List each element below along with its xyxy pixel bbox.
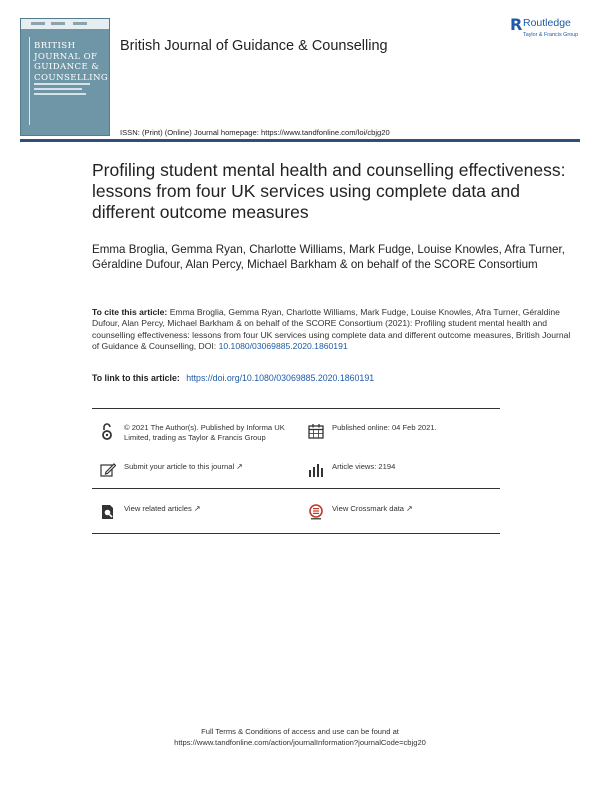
cite-doi-link[interactable]: 10.1080/03069885.2020.1860191: [218, 341, 348, 352]
cite-text: Emma Broglia, Gemma Ryan, Charlotte Williams, Mark Fudge, Louise Knowles, Afra Turner, Géraldine Dufour, Alan Percy, Michael Barkham & on behalf of the SCORE Consortium (2021): Profiling student mental health and counselling effectiveness: lessons from four UK services using complete data and different outcome measures, British Journal of Guidance & Counselling, DOI:: [92, 307, 571, 352]
meta-divider-middle: [92, 488, 500, 489]
cover-title-line: BRITISH: [34, 41, 76, 51]
cover-title: [34, 41, 109, 83]
published-info: [308, 423, 508, 439]
footer-terms: [100, 726, 500, 748]
article-views: [308, 462, 508, 478]
meta-divider-top: [92, 408, 500, 409]
document-search-icon: [100, 504, 116, 520]
crossmark-text: View Crossmark data: [332, 504, 405, 513]
routledge-logo-icon: R: [510, 15, 523, 34]
bar-chart-icon: [308, 462, 324, 478]
external-link-icon: ↗: [236, 462, 243, 471]
issn-label: ISSN: (Print) (Online) Journal homepage:: [120, 128, 259, 137]
calendar-icon: [308, 423, 324, 439]
license-info[interactable]: [100, 423, 300, 442]
meta-divider-bottom: [92, 533, 500, 534]
article-title: Profiling student mental health and counselling effectiveness: lessons from four UK services using complete data and different outcome measures: [92, 160, 566, 222]
journal-cover: [20, 18, 110, 136]
footer-terms-line: Full Terms & Conditions of access and use can be found at: [201, 727, 399, 736]
open-access-lock-icon: [100, 423, 116, 439]
issn-line: [120, 128, 390, 137]
footer-journal-info-link[interactable]: https://www.tandfonline.com/action/journalInformation?journalCode=cbjg20: [174, 738, 426, 747]
external-link-icon: ↗: [406, 504, 413, 513]
publisher-name: Routledge: [523, 17, 571, 29]
cover-text-lines: [34, 83, 94, 98]
article-link-block: [92, 373, 572, 383]
license-text: © 2021 The Author(s). Published by Informa UK Limited, trading as Taylor & Francis Group: [124, 423, 285, 442]
submit-article-text: Submit your article to this journal: [124, 462, 235, 471]
journal-homepage-link[interactable]: https://www.tandfonline.com/loi/cbjg20: [260, 128, 390, 137]
cite-label: To cite this article:: [92, 307, 168, 317]
link-label: To link to this article:: [92, 373, 180, 383]
submit-article-link[interactable]: [100, 462, 300, 478]
cover-title-line: COUNSELLING: [34, 72, 109, 83]
cover-top-strip: [21, 19, 109, 29]
article-authors: Emma Broglia, Gemma Ryan, Charlotte Williams, Mark Fudge, Louise Knowles, Afra Turner, Géraldine Dufour, Alan Percy, Michael Barkham & on behalf of the SCORE Consortium: [92, 243, 565, 271]
publisher-subtitle: Taylor & Francis Group: [523, 32, 579, 38]
views-count: Article views: 2194: [332, 462, 396, 471]
crossmark-link[interactable]: [308, 504, 508, 520]
crossmark-icon: [308, 504, 324, 520]
journal-title: British Journal of Guidance & Counselling: [120, 38, 388, 54]
citation-block: [92, 307, 572, 353]
cover-title-line: JOURNAL OF: [34, 51, 98, 62]
cover-spine-line: [29, 37, 30, 125]
related-articles-link[interactable]: [100, 504, 300, 520]
cover-title-line: GUIDANCE &: [34, 62, 100, 72]
header-rule: [20, 139, 580, 142]
external-link-icon: ↗: [193, 504, 201, 513]
edit-pencil-icon: [100, 462, 116, 478]
article-doi-link[interactable]: https://doi.org/10.1080/03069885.2020.1860191: [186, 373, 375, 383]
published-date: Published online: 04 Feb 2021.: [332, 423, 437, 432]
related-articles-text: View related articles: [124, 504, 192, 513]
publisher-logo[interactable]: [510, 14, 592, 50]
